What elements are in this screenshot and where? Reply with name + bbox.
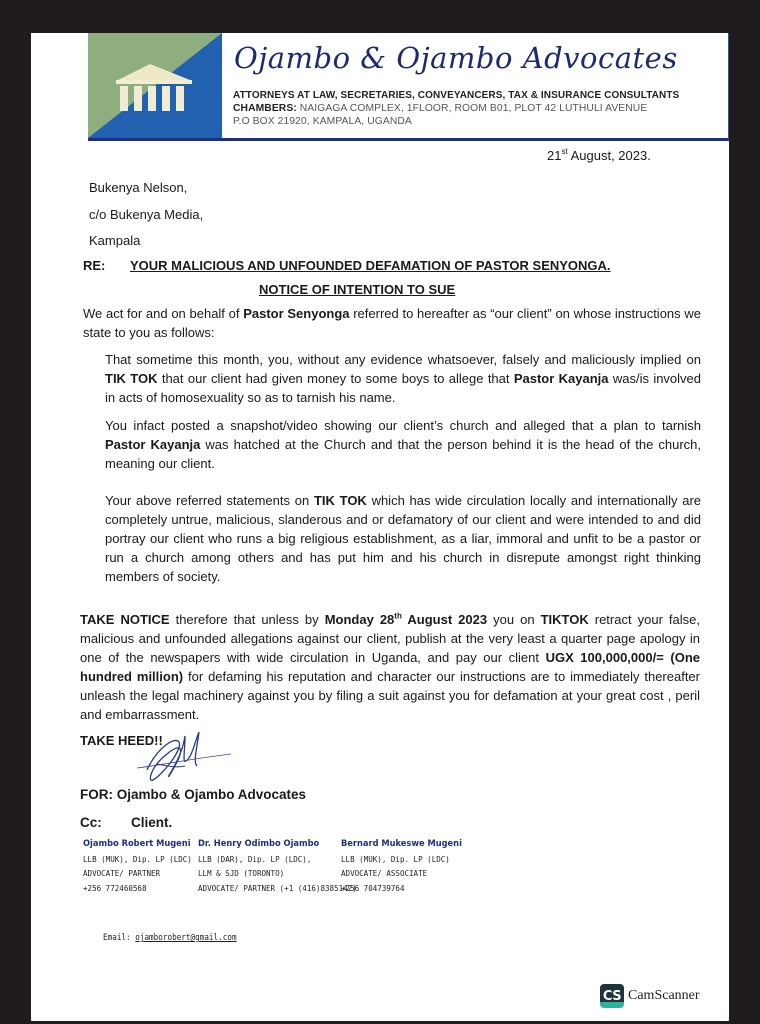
cc-value: Client. bbox=[131, 815, 173, 830]
paragraph-2: You infact posted a snapshot/video showing our client’s church and alleged that a plan to tarnish Pastor Kayanja was hatched at the Church and that the person behind it is the head of the church, meaning our client. bbox=[105, 418, 701, 471]
email-label: Email: bbox=[103, 933, 136, 943]
intro-paragraph: We act for and on behalf of Pastor Senyonga referred to hereafter as “our client” on whose instructions we state to you as follows: bbox=[83, 306, 701, 340]
partner-qualifications: LLB (DAR), Dip. LP (LDC), bbox=[198, 853, 312, 864]
take-notice-paragraph: TAKE NOTICE therefore that unless by Monday 28th August 2023 you on TIKTOK retract your false, malicious and unfounded allegations against our client, publish at the very least a quarter page apology in one of the newspapers with wide circulation in Uganda, and pay our client UGX 100,000,000/= (One hundred million) for defaming his reputation and character our instructions are to immediately thereafter unleash the legal machinery against you by filing a suit against you for defamation at your great cost , peril and embarrassment. bbox=[80, 611, 700, 722]
partner-qualifications-2: LLM & SJD (TORONTO) bbox=[198, 868, 285, 878]
firm-name: Ojambo & Ojambo Advocates bbox=[234, 41, 678, 75]
take-heed: TAKE HEED!! bbox=[80, 733, 163, 748]
cc-label: Cc: bbox=[80, 815, 102, 830]
recipient-care-of: c/o Bukenya Media, bbox=[89, 207, 204, 222]
paragraph-1: That sometime this month, you, without any evidence whatsoever, falsely and maliciously implied on TIK TOK that our client had given money to some boys to allege that Pastor Kayanja was/is involved in acts of homosexuality so as to tarnish his name. bbox=[105, 352, 702, 405]
partner-block bbox=[198, 837, 357, 895]
re-label: RE: bbox=[83, 258, 106, 273]
firm-services: ATTORNEYS AT LAW, SECRETARIES, CONVEYANCERS, TAX & INSURANCE CONSULTANTS bbox=[233, 90, 680, 101]
camscanner-label: CamScanner bbox=[628, 988, 700, 1003]
partner-qualifications: LLB (MUK), Dip. LP (LDC) bbox=[341, 853, 450, 864]
partner-qualifications: LLB (MUK), Dip. LP (LDC) bbox=[83, 853, 192, 864]
chambers-address bbox=[233, 103, 647, 114]
po-box: P.O BOX 21920, KAMPALA, UGANDA bbox=[233, 116, 412, 127]
recipient-name: Bukenya Nelson, bbox=[89, 180, 188, 195]
partner-phone: +256 704739764 bbox=[341, 882, 405, 893]
email-line bbox=[103, 933, 237, 943]
letter-date bbox=[547, 146, 651, 165]
partner-name: Bernard Mukeswe Mugeni bbox=[341, 839, 462, 849]
camscanner-watermark bbox=[600, 984, 700, 1008]
partner-name: Dr. Henry Odimbo Ojambo bbox=[198, 839, 320, 849]
courthouse-columns-icon bbox=[88, 33, 222, 138]
letter-page bbox=[31, 33, 729, 1021]
partner-name: Ojambo Robert Mugeni bbox=[83, 839, 191, 849]
partner-title: ADVOCATE/ ASSOCIATE bbox=[341, 868, 428, 878]
date-day: 21 bbox=[547, 148, 562, 163]
camscanner-logo-icon: CS bbox=[600, 984, 624, 1008]
email-link[interactable]: ojamborobert@gmail.com bbox=[135, 933, 237, 943]
date-suffix: st bbox=[561, 147, 568, 156]
partner-block bbox=[83, 837, 192, 895]
paragraph-3: Your above referred statements on TIK TOK which has wide circulation locally and internationally are completely untrue, malicious, slanderous and or defamatory of our client and were intended to and did portray our client who runs a big religious establishment, as a liar, immoral and unfit to be a pastor or run a church among others and has put him and his church in disrepute amongst right thinking members of society. bbox=[105, 493, 701, 584]
signature bbox=[127, 728, 237, 790]
chambers-label: CHAMBERS: bbox=[233, 103, 297, 114]
partner-title-phone: ADVOCATE/ PARTNER (+1 (416)8385142) bbox=[198, 882, 357, 893]
chambers-value: NAIGAGA COMPLEX, 1FLOOR, ROOM B01, PLOT 42 LUTHULI AVENUE bbox=[299, 103, 648, 114]
for-line: FOR: Ojambo & Ojambo Advocates bbox=[80, 787, 307, 802]
partner-title: ADVOCATE/ PARTNER bbox=[83, 868, 161, 878]
firm-logo bbox=[88, 33, 222, 138]
letterhead bbox=[88, 33, 729, 141]
recipient-city: Kampala bbox=[89, 233, 141, 248]
partner-block bbox=[341, 837, 462, 895]
notice-heading: NOTICE OF INTENTION TO SUE bbox=[259, 282, 456, 297]
partner-phone: +256 772460568 bbox=[83, 882, 147, 893]
re-subject: YOUR MALICIOUS AND UNFOUNDED DEFAMATION OF PASTOR SENYONGA. bbox=[130, 258, 611, 273]
date-rest: August, 2023. bbox=[567, 148, 651, 163]
